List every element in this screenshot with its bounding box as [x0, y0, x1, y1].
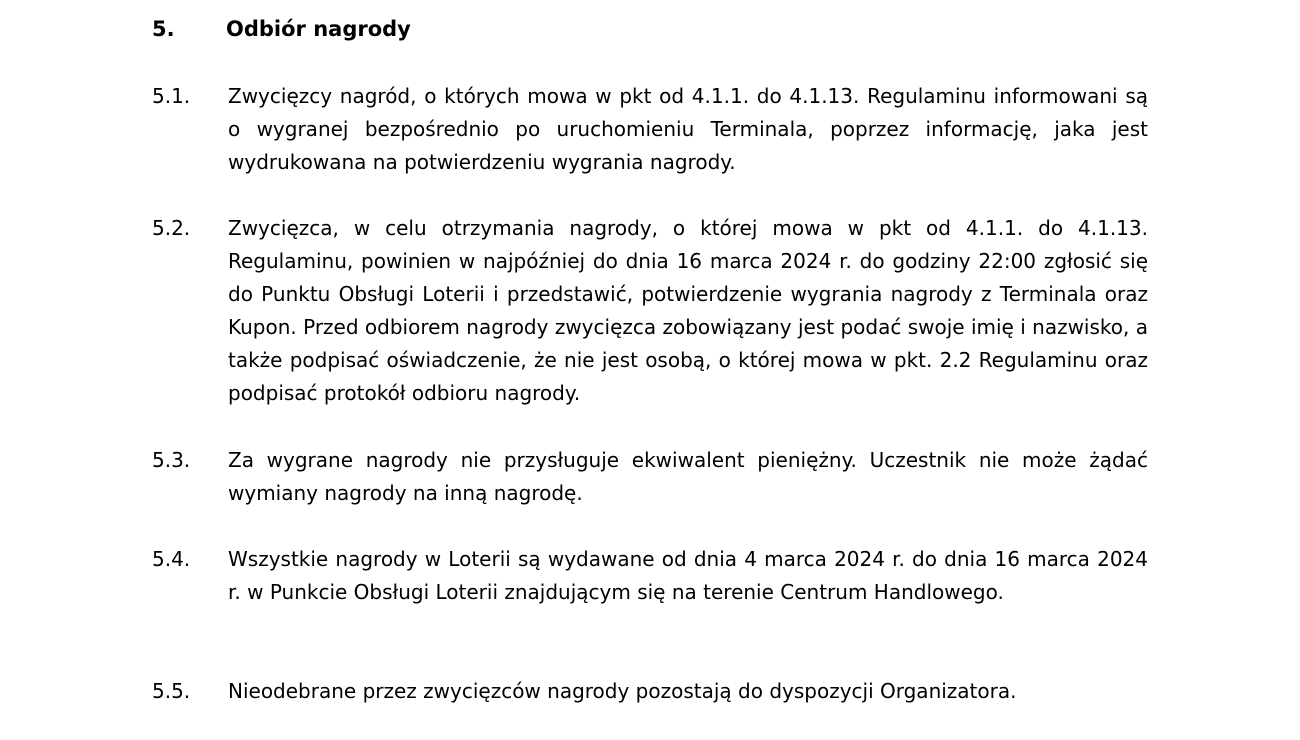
clause-text: Zwycięzcy nagród, o których mowa w pkt od 4.1.1. do 4.1.13. Regulaminu informowani są o wygranej bezpośrednio po uruchomieniu Terminala, poprzez informację, jaka jest wydrukowana na potwierdzeniu wygrania nagrody. [228, 84, 1148, 174]
clause-text: Wszystkie nagrody w Loterii są wydawane od dnia 4 marca 2024 r. do dnia 16 marca 2024 r. w Punkcie Obsługi Loterii znajdującym się na terenie Centrum Handlowego. [228, 547, 1148, 604]
clause-number: 5.1. [152, 84, 191, 108]
clause-text: Za wygrane nagrody nie przysługuje ekwiwalent pieniężny. Uczestnik nie może żądać wymiany nagrody na inną nagrodę. [228, 448, 1148, 505]
clause-number: 5.3. [152, 448, 191, 472]
clause-text: Nieodebrane przez zwycięzców nagrody pozostają do dyspozycji Organizatora. [228, 679, 1017, 703]
clause-text: Zwycięzca, w celu otrzymania nagrody, o której mowa w pkt od 4.1.1. do 4.1.13. Regulaminu, powinien w najpóźniej do dnia 16 marca 2024 r. do godziny 22:00 zgłosić się do Punktu Obsługi Loterii i przedstawić, potwierdzenie wygrania nagrody z Terminala oraz Kupon. Przed odbiorem nagrody zwycięzca zobowiązany jest podać swoje imię i nazwisko, a także podpisać oświadczenie, że nie jest osobą, o której mowa w pkt. 2.2 Regulaminu oraz podpisać protokół odbioru nagrody. [228, 216, 1148, 405]
section-heading-number: 5. [152, 17, 175, 41]
section-heading-title: Odbiór nagrody [226, 17, 411, 41]
clause-5-5 [152, 675, 1148, 708]
clause-5-3 [152, 444, 1148, 510]
clause-5-1 [152, 80, 1148, 179]
clause-5-2 [152, 212, 1148, 410]
clause-number: 5.5. [152, 679, 191, 703]
clause-number: 5.4. [152, 547, 191, 571]
clause-number: 5.2. [152, 216, 191, 240]
clause-5-4 [152, 543, 1148, 609]
